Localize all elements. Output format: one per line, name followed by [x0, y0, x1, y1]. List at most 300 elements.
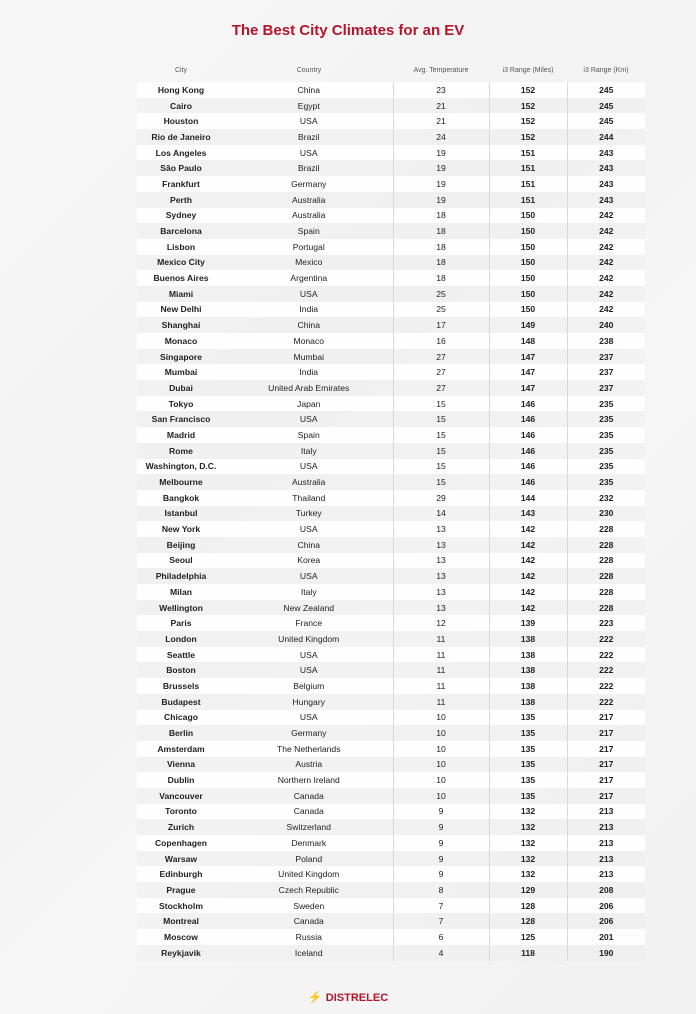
country-cell: Mumbai: [225, 349, 393, 365]
table-row: [137, 851, 645, 867]
temperature-cell: 9: [393, 851, 489, 867]
range-km-cell: 201: [567, 929, 645, 945]
table-row: [137, 113, 645, 129]
table-row: [137, 443, 645, 459]
table-row: [137, 913, 645, 929]
temperature-cell: 12: [393, 615, 489, 631]
city-cell: Warsaw: [137, 851, 225, 867]
country-cell: USA: [225, 662, 393, 678]
range-km-cell: 217: [567, 725, 645, 741]
table-row: [137, 804, 645, 820]
country-cell: Argentina: [225, 270, 393, 286]
temperature-cell: 8: [393, 882, 489, 898]
country-cell: Australia: [225, 208, 393, 224]
country-cell: Canada: [225, 788, 393, 804]
table-row: [137, 82, 645, 98]
range-km-cell: 223: [567, 615, 645, 631]
range-miles-cell: 151: [489, 176, 567, 192]
range-miles-cell: 146: [489, 474, 567, 490]
country-cell: China: [225, 537, 393, 553]
range-km-cell: 230: [567, 506, 645, 522]
country-cell: Egypt: [225, 98, 393, 114]
country-cell: United Kingdom: [225, 866, 393, 882]
country-cell: Spain: [225, 427, 393, 443]
table-row: [137, 882, 645, 898]
country-cell: USA: [225, 145, 393, 161]
header-country: Country: [296, 67, 322, 74]
temperature-cell: 10: [393, 757, 489, 773]
table-row: [137, 333, 645, 349]
city-cell: Shanghai: [137, 317, 225, 333]
lightning-bolt-icon: ⚡: [307, 990, 323, 1004]
table-row: [137, 490, 645, 506]
country-cell: Northern Ireland: [225, 772, 393, 788]
range-km-cell: 190: [567, 945, 645, 961]
city-cell: Washington, D.C.: [137, 459, 225, 475]
country-cell: Germany: [225, 176, 393, 192]
header-avg-temperature: Avg. Temperature: [413, 67, 469, 74]
range-km-cell: 243: [567, 192, 645, 208]
range-miles-cell: 146: [489, 411, 567, 427]
table-row: [137, 208, 645, 224]
city-cell: Dubai: [137, 380, 225, 396]
range-miles-cell: 142: [489, 537, 567, 553]
city-cell: Houston: [137, 113, 225, 129]
country-cell: Belgium: [225, 678, 393, 694]
table-row: [137, 662, 645, 678]
city-cell: Melbourne: [137, 474, 225, 490]
country-cell: USA: [225, 286, 393, 302]
temperature-cell: 13: [393, 521, 489, 537]
range-km-cell: 228: [567, 521, 645, 537]
city-cell: Seoul: [137, 553, 225, 569]
country-cell: Thailand: [225, 490, 393, 506]
temperature-cell: 27: [393, 349, 489, 365]
range-miles-cell: 132: [489, 835, 567, 851]
range-miles-cell: 135: [489, 772, 567, 788]
city-cell: Tokyo: [137, 396, 225, 412]
city-cell: Sydney: [137, 208, 225, 224]
range-miles-cell: 150: [489, 286, 567, 302]
city-cell: Singapore: [137, 349, 225, 365]
range-km-cell: 242: [567, 286, 645, 302]
table-header-row: [137, 60, 645, 82]
country-cell: China: [225, 82, 393, 98]
page-title: The Best City Climates for an EV: [231, 22, 465, 39]
temperature-cell: 13: [393, 537, 489, 553]
range-km-cell: 242: [567, 239, 645, 255]
range-miles-cell: 152: [489, 113, 567, 129]
range-km-cell: 217: [567, 772, 645, 788]
range-miles-cell: 146: [489, 443, 567, 459]
range-miles-cell: 146: [489, 427, 567, 443]
range-km-cell: 242: [567, 255, 645, 271]
city-cell: Dublin: [137, 772, 225, 788]
country-cell: Korea: [225, 553, 393, 569]
range-miles-cell: 149: [489, 317, 567, 333]
table-row: [137, 615, 645, 631]
range-miles-cell: 138: [489, 662, 567, 678]
temperature-cell: 9: [393, 804, 489, 820]
country-cell: USA: [225, 113, 393, 129]
temperature-cell: 18: [393, 270, 489, 286]
city-cell: Wellington: [137, 600, 225, 616]
country-cell: Czech Republic: [225, 882, 393, 898]
city-cell: Los Angeles: [137, 145, 225, 161]
temperature-cell: 15: [393, 396, 489, 412]
table-row: [137, 160, 645, 176]
city-cell: Perth: [137, 192, 225, 208]
table-row: [137, 819, 645, 835]
table-row: [137, 145, 645, 161]
table-row: [137, 176, 645, 192]
country-cell: Iceland: [225, 945, 393, 961]
city-cell: Lisbon: [137, 239, 225, 255]
range-miles-cell: 129: [489, 882, 567, 898]
range-km-cell: 243: [567, 160, 645, 176]
country-cell: Sweden: [225, 898, 393, 914]
temperature-cell: 9: [393, 819, 489, 835]
city-cell: Barcelona: [137, 223, 225, 239]
city-cell: Miami: [137, 286, 225, 302]
city-cell: San Francisco: [137, 411, 225, 427]
country-cell: Austria: [225, 757, 393, 773]
range-km-cell: 222: [567, 631, 645, 647]
range-miles-cell: 138: [489, 694, 567, 710]
range-km-cell: 213: [567, 819, 645, 835]
country-cell: USA: [225, 568, 393, 584]
temperature-cell: 29: [393, 490, 489, 506]
range-miles-cell: 147: [489, 364, 567, 380]
range-miles-cell: 147: [489, 380, 567, 396]
country-cell: Italy: [225, 584, 393, 600]
temperature-cell: 18: [393, 208, 489, 224]
range-km-cell: 222: [567, 678, 645, 694]
range-miles-cell: 138: [489, 647, 567, 663]
table-row: [137, 239, 645, 255]
temperature-cell: 4: [393, 945, 489, 961]
range-miles-cell: 152: [489, 98, 567, 114]
range-km-cell: 213: [567, 835, 645, 851]
city-cell: Vancouver: [137, 788, 225, 804]
temperature-cell: 21: [393, 98, 489, 114]
country-cell: United Arab Emirates: [225, 380, 393, 396]
country-cell: USA: [225, 647, 393, 663]
city-cell: Bangkok: [137, 490, 225, 506]
city-cell: São Paulo: [137, 160, 225, 176]
city-cell: Rio de Janeiro: [137, 129, 225, 145]
country-cell: Brazil: [225, 160, 393, 176]
temperature-cell: 10: [393, 710, 489, 726]
temperature-cell: 19: [393, 192, 489, 208]
temperature-cell: 11: [393, 678, 489, 694]
range-miles-cell: 147: [489, 349, 567, 365]
table-row: [137, 349, 645, 365]
range-km-cell: 228: [567, 568, 645, 584]
range-miles-cell: 152: [489, 82, 567, 98]
range-km-cell: 237: [567, 380, 645, 396]
temperature-cell: 15: [393, 427, 489, 443]
city-cell: Montreal: [137, 913, 225, 929]
country-cell: USA: [225, 521, 393, 537]
country-cell: Switzerland: [225, 819, 393, 835]
country-cell: Turkey: [225, 506, 393, 522]
range-miles-cell: 125: [489, 929, 567, 945]
city-cell: Reykjavik: [137, 945, 225, 961]
city-cell: Edinburgh: [137, 866, 225, 882]
city-cell: Paris: [137, 615, 225, 631]
range-km-cell: 228: [567, 584, 645, 600]
range-km-cell: 217: [567, 710, 645, 726]
range-km-cell: 235: [567, 396, 645, 412]
range-km-cell: 217: [567, 757, 645, 773]
table-row: [137, 255, 645, 271]
range-km-cell: 244: [567, 129, 645, 145]
table-row: [137, 600, 645, 616]
range-km-cell: 243: [567, 176, 645, 192]
temperature-cell: 9: [393, 835, 489, 851]
table-row: [137, 364, 645, 380]
temperature-cell: 15: [393, 443, 489, 459]
range-km-cell: 228: [567, 553, 645, 569]
city-cell: London: [137, 631, 225, 647]
country-cell: USA: [225, 459, 393, 475]
country-cell: Australia: [225, 192, 393, 208]
city-cell: Milan: [137, 584, 225, 600]
country-cell: Canada: [225, 804, 393, 820]
range-miles-cell: 138: [489, 678, 567, 694]
range-miles-cell: 146: [489, 459, 567, 475]
table-row: [137, 772, 645, 788]
temperature-cell: 10: [393, 772, 489, 788]
country-cell: Canada: [225, 913, 393, 929]
temperature-cell: 27: [393, 380, 489, 396]
table-row: [137, 757, 645, 773]
country-cell: India: [225, 364, 393, 380]
table-row: [137, 98, 645, 114]
table-row: [137, 521, 645, 537]
table-row: [137, 647, 645, 663]
city-cell: Amsterdam: [137, 741, 225, 757]
city-cell: Moscow: [137, 929, 225, 945]
country-cell: France: [225, 615, 393, 631]
city-cell: Seattle: [137, 647, 225, 663]
range-km-cell: 222: [567, 647, 645, 663]
temperature-cell: 15: [393, 411, 489, 427]
temperature-cell: 15: [393, 459, 489, 475]
header-range-miles: i3 Range (Miles): [502, 67, 554, 74]
range-miles-cell: 150: [489, 208, 567, 224]
range-miles-cell: 135: [489, 757, 567, 773]
range-km-cell: 240: [567, 317, 645, 333]
country-cell: Germany: [225, 725, 393, 741]
table-row: [137, 192, 645, 208]
city-climate-table: [137, 60, 645, 961]
table-row: [137, 929, 645, 945]
temperature-cell: 23: [393, 82, 489, 98]
temperature-cell: 11: [393, 631, 489, 647]
range-km-cell: 235: [567, 411, 645, 427]
table-row: [137, 553, 645, 569]
temperature-cell: 10: [393, 788, 489, 804]
country-cell: Portugal: [225, 239, 393, 255]
distrelec-logo: [0, 990, 696, 1004]
range-km-cell: 235: [567, 459, 645, 475]
table-row: [137, 302, 645, 318]
country-cell: Denmark: [225, 835, 393, 851]
city-cell: Monaco: [137, 333, 225, 349]
range-miles-cell: 135: [489, 788, 567, 804]
temperature-cell: 19: [393, 160, 489, 176]
range-miles-cell: 128: [489, 898, 567, 914]
city-cell: Prague: [137, 882, 225, 898]
range-km-cell: 222: [567, 662, 645, 678]
temperature-cell: 18: [393, 255, 489, 271]
city-cell: Chicago: [137, 710, 225, 726]
table-row: [137, 710, 645, 726]
range-km-cell: 217: [567, 788, 645, 804]
range-miles-cell: 132: [489, 866, 567, 882]
city-cell: Mumbai: [137, 364, 225, 380]
temperature-cell: 18: [393, 223, 489, 239]
city-cell: Copenhagen: [137, 835, 225, 851]
temperature-cell: 15: [393, 474, 489, 490]
country-cell: Spain: [225, 223, 393, 239]
temperature-cell: 19: [393, 145, 489, 161]
country-cell: USA: [225, 710, 393, 726]
city-cell: Zurich: [137, 819, 225, 835]
range-miles-cell: 148: [489, 333, 567, 349]
country-cell: Poland: [225, 851, 393, 867]
temperature-cell: 6: [393, 929, 489, 945]
table-row: [137, 129, 645, 145]
table-row: [137, 537, 645, 553]
temperature-cell: 14: [393, 506, 489, 522]
temperature-cell: 13: [393, 568, 489, 584]
range-km-cell: 217: [567, 741, 645, 757]
city-cell: Boston: [137, 662, 225, 678]
city-cell: Istanbul: [137, 506, 225, 522]
temperature-cell: 10: [393, 725, 489, 741]
temperature-cell: 11: [393, 694, 489, 710]
range-miles-cell: 150: [489, 223, 567, 239]
range-miles-cell: 151: [489, 145, 567, 161]
table-row: [137, 568, 645, 584]
table-row: [137, 788, 645, 804]
table-row: [137, 270, 645, 286]
table-row: [137, 317, 645, 333]
range-miles-cell: 118: [489, 945, 567, 961]
range-miles-cell: 152: [489, 129, 567, 145]
temperature-cell: 9: [393, 866, 489, 882]
range-km-cell: 243: [567, 145, 645, 161]
table-row: [137, 427, 645, 443]
range-miles-cell: 144: [489, 490, 567, 506]
table-row: [137, 223, 645, 239]
range-km-cell: 245: [567, 98, 645, 114]
temperature-cell: 10: [393, 741, 489, 757]
temperature-cell: 11: [393, 662, 489, 678]
range-km-cell: 242: [567, 270, 645, 286]
range-km-cell: 206: [567, 913, 645, 929]
city-cell: Toronto: [137, 804, 225, 820]
country-cell: Italy: [225, 443, 393, 459]
range-miles-cell: 135: [489, 725, 567, 741]
table-row: [137, 835, 645, 851]
range-km-cell: 242: [567, 208, 645, 224]
range-miles-cell: 132: [489, 819, 567, 835]
range-miles-cell: 142: [489, 584, 567, 600]
city-cell: Beijing: [137, 537, 225, 553]
range-km-cell: 238: [567, 333, 645, 349]
temperature-cell: 16: [393, 333, 489, 349]
table-row: [137, 741, 645, 757]
table-row: [137, 380, 645, 396]
city-cell: Mexico City: [137, 255, 225, 271]
range-miles-cell: 139: [489, 615, 567, 631]
table-body: [137, 82, 645, 961]
range-miles-cell: 150: [489, 255, 567, 271]
range-miles-cell: 138: [489, 631, 567, 647]
city-cell: Brussels: [137, 678, 225, 694]
range-miles-cell: 142: [489, 553, 567, 569]
logo-text: DISTRELEC: [325, 992, 389, 1004]
temperature-cell: 25: [393, 286, 489, 302]
city-cell: Stockholm: [137, 898, 225, 914]
temperature-cell: 24: [393, 129, 489, 145]
temperature-cell: 7: [393, 913, 489, 929]
temperature-cell: 17: [393, 317, 489, 333]
range-km-cell: 242: [567, 223, 645, 239]
range-miles-cell: 142: [489, 521, 567, 537]
temperature-cell: 21: [393, 113, 489, 129]
header-range-km: i3 Range (Km): [583, 67, 629, 74]
range-km-cell: 228: [567, 537, 645, 553]
country-cell: New Zealand: [225, 600, 393, 616]
country-cell: Russia: [225, 929, 393, 945]
country-cell: India: [225, 302, 393, 318]
range-miles-cell: 135: [489, 710, 567, 726]
range-km-cell: 245: [567, 82, 645, 98]
temperature-cell: 18: [393, 239, 489, 255]
range-miles-cell: 151: [489, 160, 567, 176]
city-cell: Budapest: [137, 694, 225, 710]
range-miles-cell: 151: [489, 192, 567, 208]
range-km-cell: 213: [567, 804, 645, 820]
range-km-cell: 235: [567, 474, 645, 490]
table-row: [137, 945, 645, 961]
temperature-cell: 7: [393, 898, 489, 914]
temperature-cell: 11: [393, 647, 489, 663]
country-cell: Japan: [225, 396, 393, 412]
range-miles-cell: 132: [489, 804, 567, 820]
range-miles-cell: 132: [489, 851, 567, 867]
country-cell: Hungary: [225, 694, 393, 710]
city-cell: Buenos Aires: [137, 270, 225, 286]
range-miles-cell: 150: [489, 270, 567, 286]
country-cell: Monaco: [225, 333, 393, 349]
table-row: [137, 584, 645, 600]
city-cell: New York: [137, 521, 225, 537]
country-cell: Mexico: [225, 255, 393, 271]
country-cell: Australia: [225, 474, 393, 490]
range-miles-cell: 142: [489, 600, 567, 616]
range-km-cell: 206: [567, 898, 645, 914]
range-km-cell: 213: [567, 866, 645, 882]
range-miles-cell: 150: [489, 302, 567, 318]
table-row: [137, 898, 645, 914]
table-row: [137, 631, 645, 647]
